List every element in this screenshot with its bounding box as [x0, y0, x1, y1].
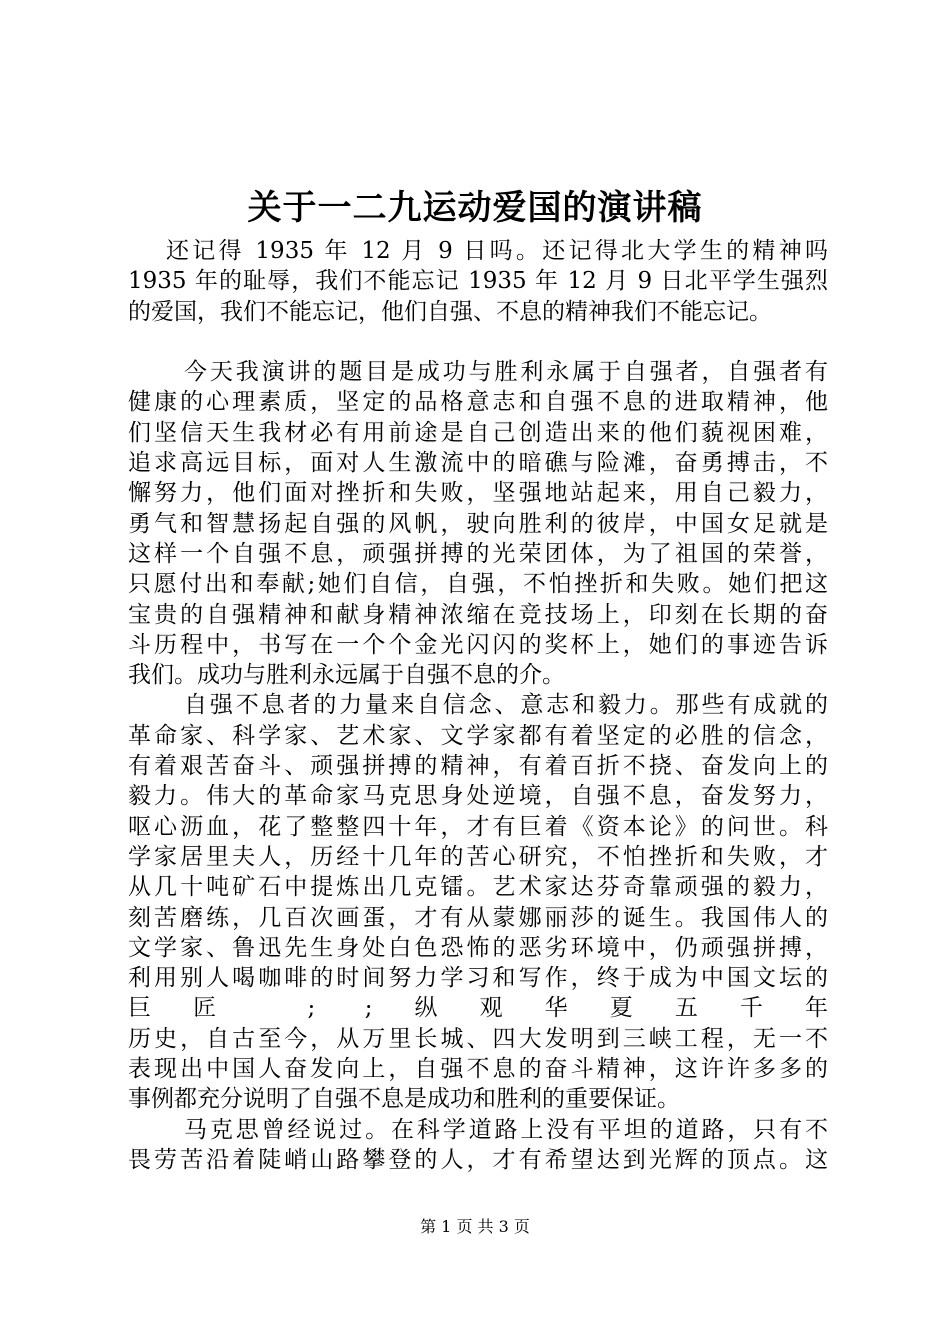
- text-line: 追求高远目标，面对人生激流中的暗礁与险滩，奋勇搏击，不: [128, 450, 828, 477]
- text-line: 从几十吨矿石中提炼出几克镭。艺术家达芬奇靠顽强的毅力，: [128, 874, 828, 901]
- text-line: 健康的心理素质，坚定的品格意志和自强不息的进取精神，他: [128, 389, 828, 416]
- text-line: 刻苦磨练，几百次画蛋，才有从蒙娜丽莎的诞生。我国伟人的: [128, 904, 828, 931]
- text-line: 呕心沥血，花了整整四十年，才有巨着《资本论》的问世。科: [128, 813, 828, 840]
- document-body: [128, 236, 828, 1175]
- text-line: 斗历程中，书写在一个个金光闪闪的奖杯上，她们的事迹告诉: [128, 631, 828, 658]
- text-line: 的爱国，我们不能忘记，他们自强、不息的精神我们不能忘记。: [128, 298, 772, 325]
- text-line: 历史，自古至今，从万里长城、四大发明到三峡工程，无一不: [128, 1025, 828, 1052]
- text-line: 这样一个自强不息，顽强拼搏的光荣团体，为了祖国的荣誉，: [128, 540, 828, 567]
- text-line: 们坚信天生我材必有用前途是自己创造出来的他们藐视困难，: [128, 419, 828, 446]
- text-line: 有着艰苦奋斗、顽强拼搏的精神，有着百折不挠、奋发向上的: [128, 753, 828, 780]
- paragraph: [128, 357, 828, 690]
- text-line: 1935 年的耻辱，我们不能忘记 1935 年 12 月 9 日北平学生强烈: [128, 268, 828, 295]
- text-line: 文学家、鲁迅先生身处白色恐怖的恶劣环境中，仍顽强拼搏，: [128, 934, 828, 961]
- text-line: 革命家、科学家、艺术家、文学家都有着坚定的必胜的信念，: [128, 722, 828, 749]
- text-line: 只愿付出和奉献;她们自信，自强，不怕挫折和失败。她们把这: [128, 571, 828, 598]
- paragraph-gap: [128, 327, 828, 357]
- text-line: 勇气和智慧扬起自强的风帆，驶向胜利的彼岸，中国女足就是: [128, 510, 828, 537]
- document-title: 关于一二九运动爱国的演讲稿: [247, 188, 703, 228]
- paragraph: [128, 236, 828, 327]
- text-line: 事例都充分说明了自强不息是成功和胜利的重要保证。: [128, 1086, 680, 1113]
- text-line: 今天我演讲的题目是成功与胜利永属于自强者，自强者有: [184, 359, 828, 386]
- text-line: 毅力。伟大的革命家马克思身处逆境，自强不息，奋发努力，: [128, 783, 828, 810]
- paragraph: [128, 1115, 828, 1176]
- text-line: 利用别人喝咖啡的时间努力学习和写作，终于成为中国文坛的: [128, 965, 828, 992]
- text-line: 懈努力，他们面对挫折和失败，坚强地站起来，用自己毅力，: [128, 480, 828, 507]
- text-line: 畏劳苦沿着陡峭山路攀登的人，才有希望达到光辉的顶点。这: [128, 1146, 828, 1173]
- text-line: 还记得 1935 年 12 月 9 日吗。还记得北大学生的精神吗: [166, 238, 828, 264]
- text-line: 马克思曾经说过。在科学道路上没有平坦的道路，只有不: [184, 1116, 828, 1143]
- text-line: 巨匠 ; ;纵观华夏五千年: [128, 995, 828, 1022]
- text-line: 学家居里夫人，历经十几年的苦心研究，不怕挫折和失败，才: [128, 843, 828, 870]
- page-footer: 第 1 页 共 3 页: [420, 1217, 530, 1236]
- text-line: 自强不息者的力量来自信念、意志和毅力。那些有成就的: [184, 692, 828, 719]
- text-line: 宝贵的自强精神和献身精神浓缩在竞技场上，印刻在长期的奋: [128, 601, 828, 628]
- paragraph: [128, 690, 828, 1114]
- text-line: 表现出中国人奋发向上，自强不息的奋斗精神，这许许多多的: [128, 1056, 828, 1083]
- text-line: 我们。成功与胜利永远属于自强不息的介。: [128, 662, 565, 689]
